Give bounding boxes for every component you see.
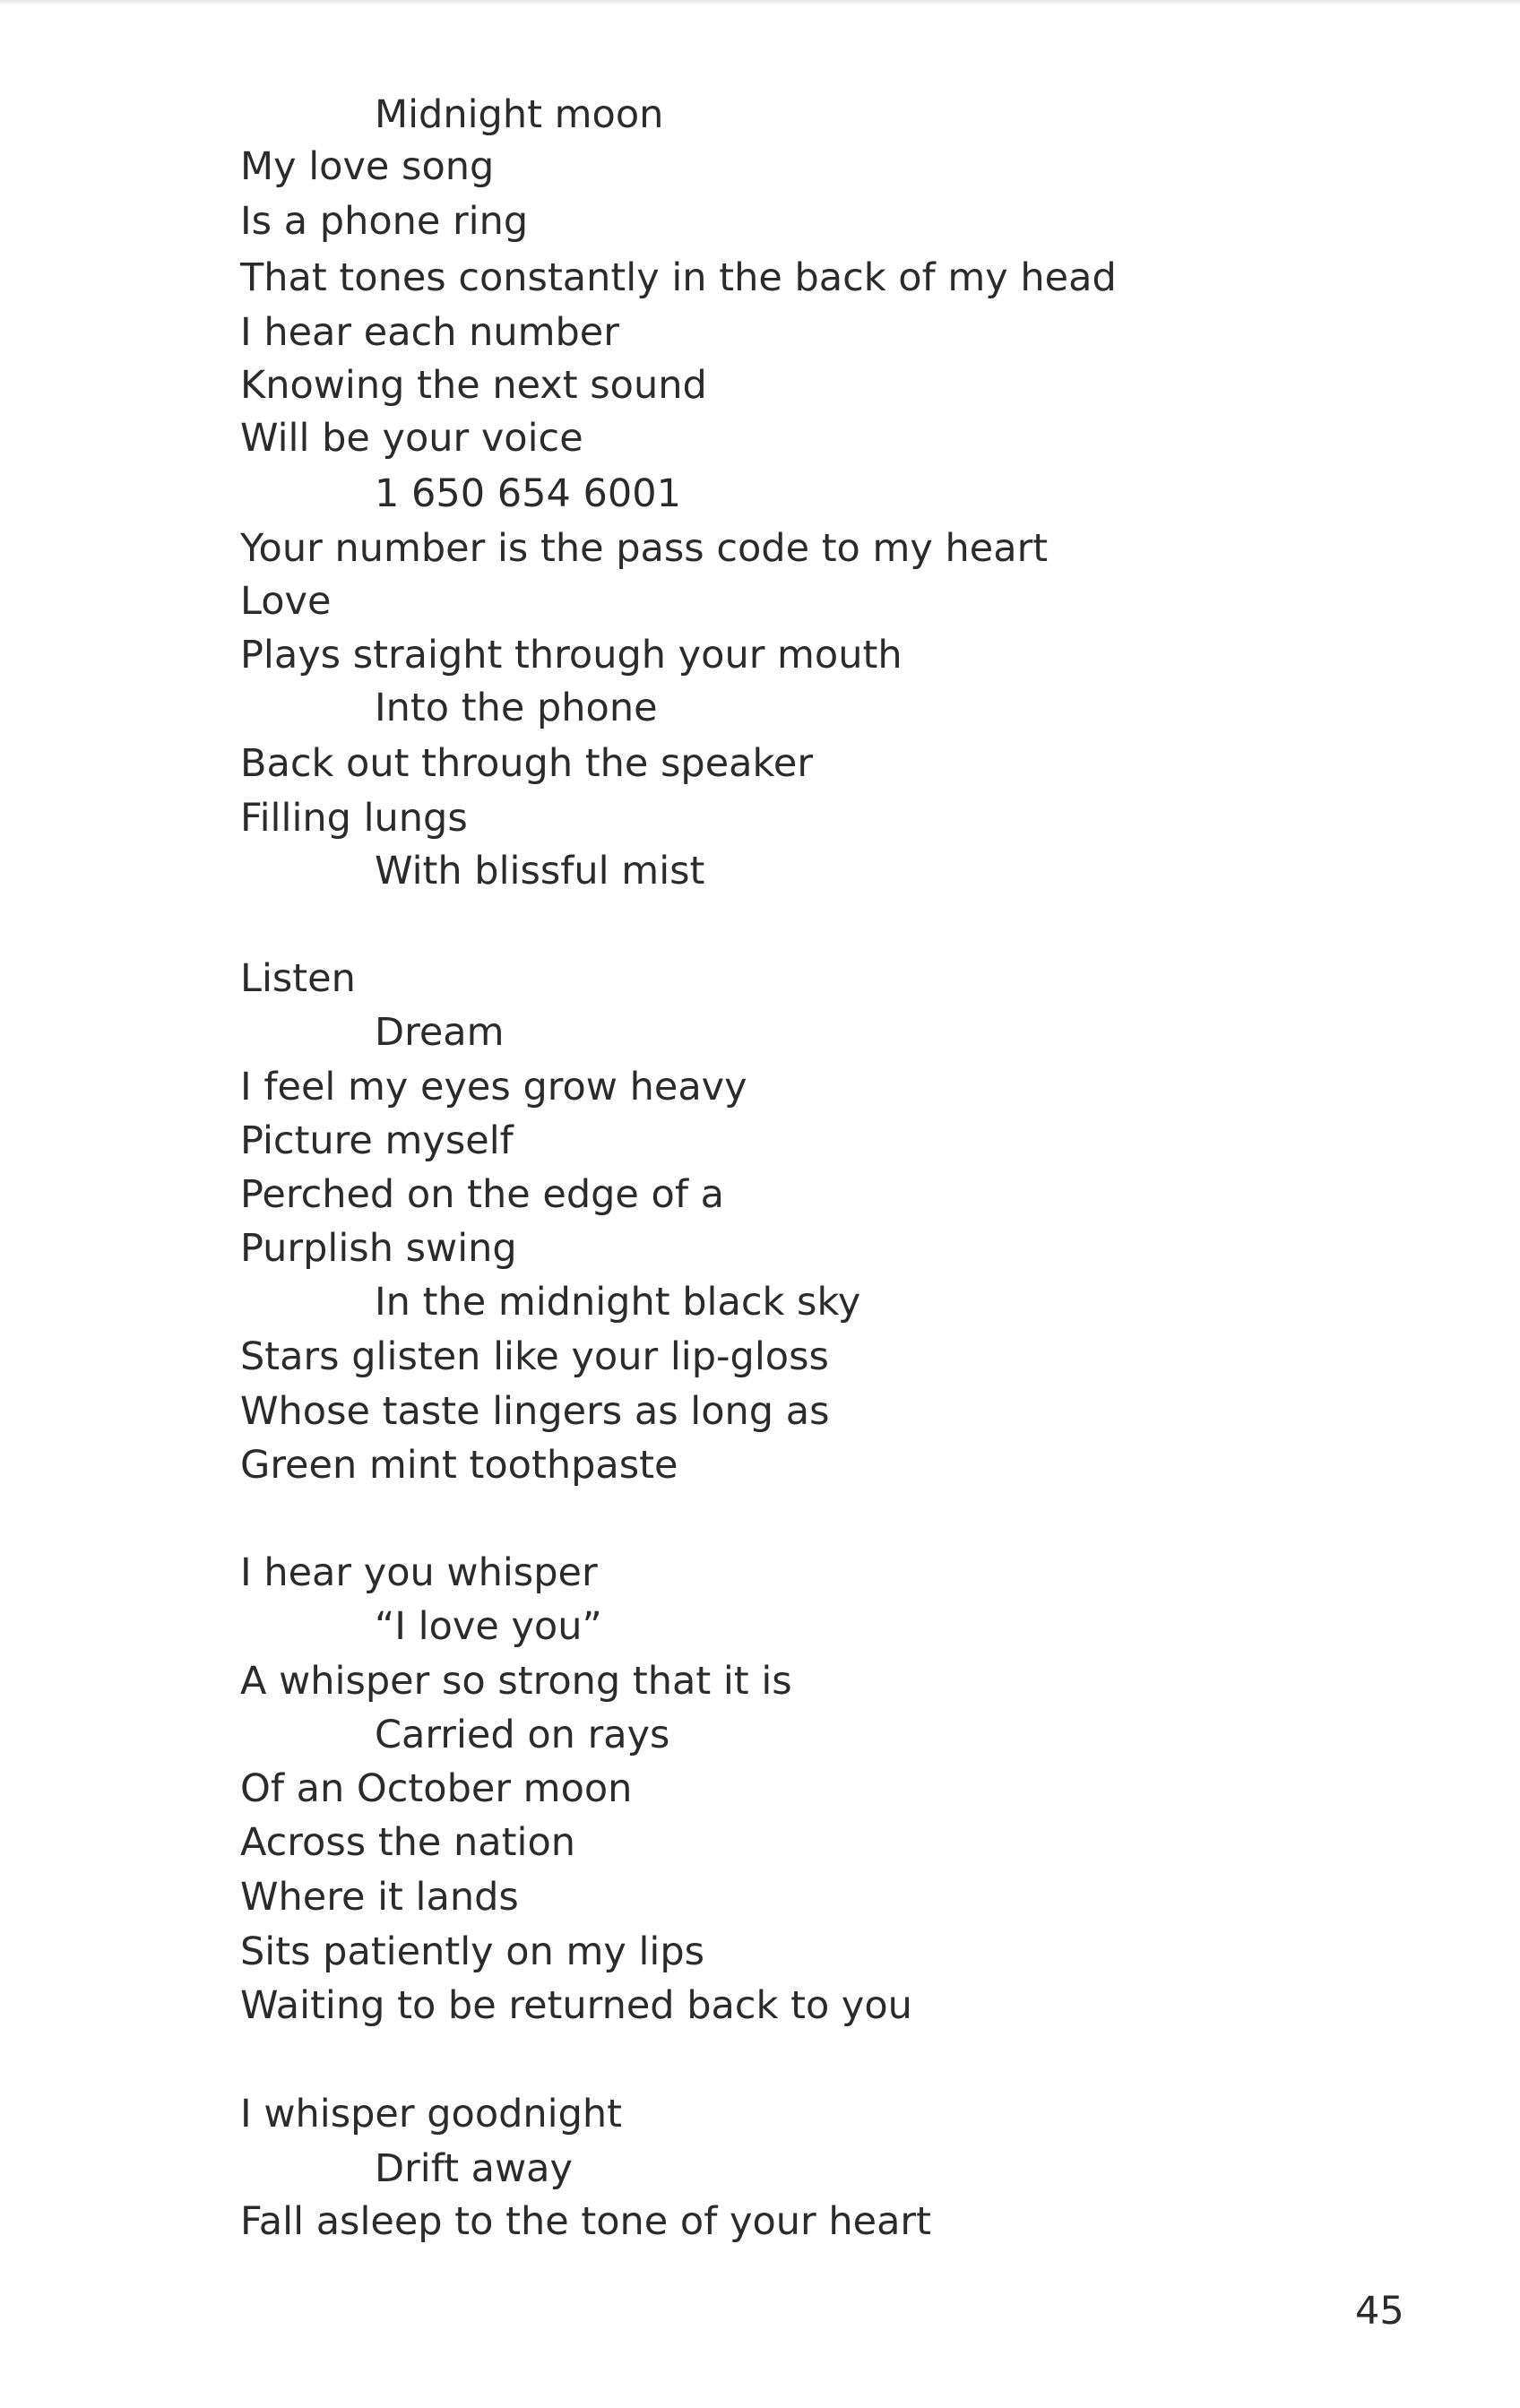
poem-line: “I love you” — [375, 1604, 602, 1649]
poem-line: My love song — [240, 144, 495, 189]
poem-line: With blissful mist — [375, 849, 705, 893]
poem-line: In the midnight black sky — [375, 1280, 861, 1325]
poem-line: Filling lungs — [240, 796, 468, 841]
poem-line: Stars glisten like your lip-gloss — [240, 1334, 829, 1379]
poem-line: Will be your voice — [240, 416, 583, 461]
poem-line: Perched on the edge of a — [240, 1172, 724, 1217]
poem-line: Waiting to be returned back to you — [240, 1983, 912, 2028]
poem-line: Fall asleep to the tone of your heart — [240, 2199, 931, 2244]
poem-line: Picture myself — [240, 1118, 514, 1163]
poem-line: Knowing the next sound — [240, 363, 707, 408]
poem-line: Is a phone ring — [240, 199, 529, 244]
poem-line: Into the phone — [375, 686, 658, 730]
page-number: 45 — [1355, 2289, 1404, 2334]
poem-line: Sits patiently on my lips — [240, 1929, 705, 1974]
poem-line: Where it lands — [240, 1875, 519, 1920]
poem-line: I hear each number — [240, 310, 619, 355]
poem-line: Carried on rays — [375, 1713, 670, 1757]
poem-line: I hear you whisper — [240, 1550, 598, 1595]
poem-line: Plays straight through your mouth — [240, 633, 902, 678]
poem-line: Your number is the pass code to my heart — [240, 526, 1049, 571]
poem-line: Dream — [375, 1010, 505, 1055]
poem-line: Purplish swing — [240, 1226, 517, 1271]
poem-line: I feel my eyes grow heavy — [240, 1065, 747, 1109]
poem-line: Of an October moon — [240, 1766, 633, 1811]
poem-line: Back out through the speaker — [240, 741, 814, 786]
poem-line: Midnight moon — [375, 92, 664, 137]
poem-line: A whisper so strong that it is — [240, 1659, 792, 1704]
poem-line: Love — [240, 579, 332, 624]
poem-line: Whose taste lingers as long as — [240, 1389, 830, 1434]
poem-line: Across the nation — [240, 1820, 576, 1865]
poem-line: Listen — [240, 956, 356, 1001]
poem-line: Drift away — [375, 2146, 573, 2191]
poem-line: 1 650 654 6001 — [375, 471, 681, 516]
poem-line: Green mint toothpaste — [240, 1443, 678, 1488]
poem-line: That tones constantly in the back of my head — [240, 255, 1117, 300]
poem-line: I whisper goodnight — [240, 2092, 623, 2136]
